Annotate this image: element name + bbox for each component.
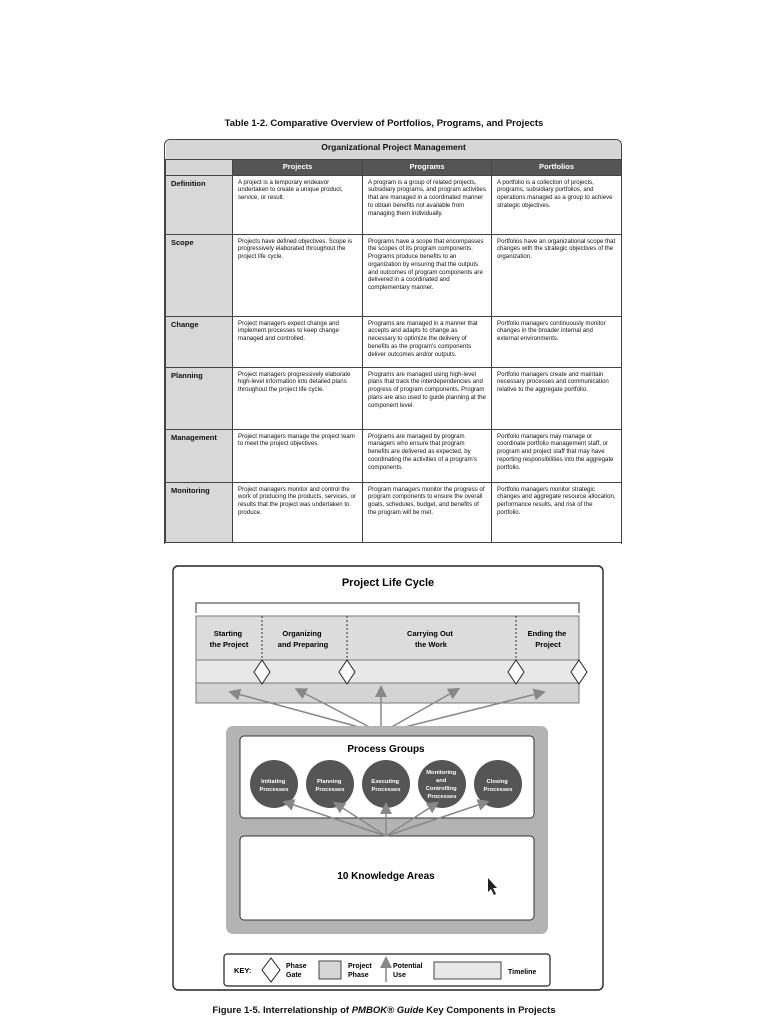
cell-projects: A project is a temporary endeavor undertaken to create a unique product, service, or result. xyxy=(233,175,363,234)
table-title: Table 1-2. Comparative Overview of Portfolios, Programs, and Projects xyxy=(224,118,544,129)
cell-projects: Project managers monitor and control the work of producing the products, services, or results that the project was undertaken to produce. xyxy=(233,482,363,542)
cell-portfolios: Portfolio managers create and maintain necessary processes and communication relative to the aggregate portfolio. xyxy=(492,367,622,429)
cell-portfolios: Portfolio managers monitor strategic changes and aggregate resource allocation, performance results, and risk of the portfolio. xyxy=(492,482,622,542)
phase-organizing: Organizing and Preparing xyxy=(277,629,329,649)
process-circle-executing xyxy=(362,760,410,808)
col-programs: Programs xyxy=(363,159,492,175)
col-portfolios: Portfolios xyxy=(492,159,622,175)
phase-band xyxy=(196,616,579,660)
cell-portfolios: Portfolios have an organizational scope that changes with the strategic objectives of the organization. xyxy=(492,234,622,316)
col-projects: Projects xyxy=(233,159,363,175)
row-label-change: Change xyxy=(166,316,233,367)
process-circle-monitoring xyxy=(418,760,466,808)
cell-projects: Project managers expect change and implement processes to keep change managed and controlled. xyxy=(233,316,363,367)
cell-portfolios: Portfolio managers may manage or coordinate portfolio management staff, or program and project staff that may have reporting responsibilities into the aggregate portfolio. xyxy=(492,429,622,482)
row-label-planning: Planning xyxy=(166,367,233,429)
phase-starting: Starting the Project xyxy=(209,629,249,649)
cell-projects: Project managers progressively elaborate high-level information into detailed plans throughout the project life cycle. xyxy=(233,367,363,429)
svg-text:Executing Processes: Executing Processes xyxy=(371,779,401,793)
svg-text:Closing Processes: Closing Processes xyxy=(483,779,513,793)
process-circle-planning xyxy=(306,760,354,808)
cell-projects: Project managers manage the project team to meet the project objectives. xyxy=(233,429,363,482)
knowledge-areas-label: 10 Knowledge Areas xyxy=(337,871,435,882)
cell-programs: Programs are managed in a manner that accepts and adapts to change as necessary to optimize the delivery of benefits as the program's components deliver outcomes and/or outputs. xyxy=(363,316,492,367)
cell-programs: Program managers monitor the progress of program components to ensure the overall goals, schedules, budget, and benefits of the program will be met. xyxy=(363,482,492,542)
cell-programs: Programs are managed using high-level plans that track the interdependencies and progress of program components. Program plans are also used to guide planning at the component level. xyxy=(363,367,492,429)
cell-programs: A program is a group of related projects, subsidiary programs, and program activities that are managed in a coordinated manner to obtain benefits not available from managing them individually. xyxy=(363,175,492,234)
svg-text:Monitoring and Con: Monitoring and Controlling Processes xyxy=(425,770,457,800)
process-circle-closing xyxy=(474,760,522,808)
timeline-icon xyxy=(434,962,501,979)
key-potential-use: Potential Use xyxy=(393,963,423,979)
svg-text:Initiating Processes: Initiating Processes xyxy=(259,779,289,793)
timeline-band-lower xyxy=(196,683,579,703)
cell-portfolios: A portfolio is a collection of projects, programs, subsidiary portfolios, and operations managed as a group to achieve strategic objectives. xyxy=(492,175,622,234)
figure-caption: Figure 1-5. Interrelationship of PMBOK® Guide Key Components in Projects xyxy=(212,1005,556,1016)
cell-programs: Programs have a scope that encompasses the scopes of its program components. Programs produce benefits to an organization by ensuring that the outputs and outcomes of program components are delivered in a coordinated and complementary manner. xyxy=(363,234,492,316)
process-groups-title: Process Groups xyxy=(347,744,425,755)
row-label-management: Management xyxy=(166,429,233,482)
row-label-scope: Scope xyxy=(166,234,233,316)
cell-portfolios: Portfolio managers continuously monitor changes in the broader internal and external environments. xyxy=(492,316,622,367)
phase-carrying-out: Carrying Out the Work xyxy=(407,629,453,649)
cell-projects: Projects have defined objectives. Scope is progressively elaborated throughout the project life cycle. xyxy=(233,234,363,316)
project-phase-icon xyxy=(319,961,341,979)
key-timeline: Timeline xyxy=(508,969,537,976)
process-circle-initiating xyxy=(250,760,298,808)
cell-programs: Programs are managed by program managers who ensure that program benefits are delivered as expected, by coordinating the activities of a program's components. xyxy=(363,429,492,482)
table-org-header: Organizational Project Management xyxy=(166,140,622,159)
phase-ending: Ending the Project xyxy=(527,629,567,649)
key-project-phase: Project Phase xyxy=(348,963,372,979)
svg-text:Planning Processes: Planning Processes xyxy=(315,779,345,793)
key-phase-gate: Phase Gate xyxy=(286,963,307,979)
key-label: KEY: xyxy=(234,966,252,975)
figure-title: Project Life Cycle xyxy=(341,577,435,589)
row-label-definition: Definition xyxy=(166,175,233,234)
row-label-monitoring: Monitoring xyxy=(166,482,233,542)
